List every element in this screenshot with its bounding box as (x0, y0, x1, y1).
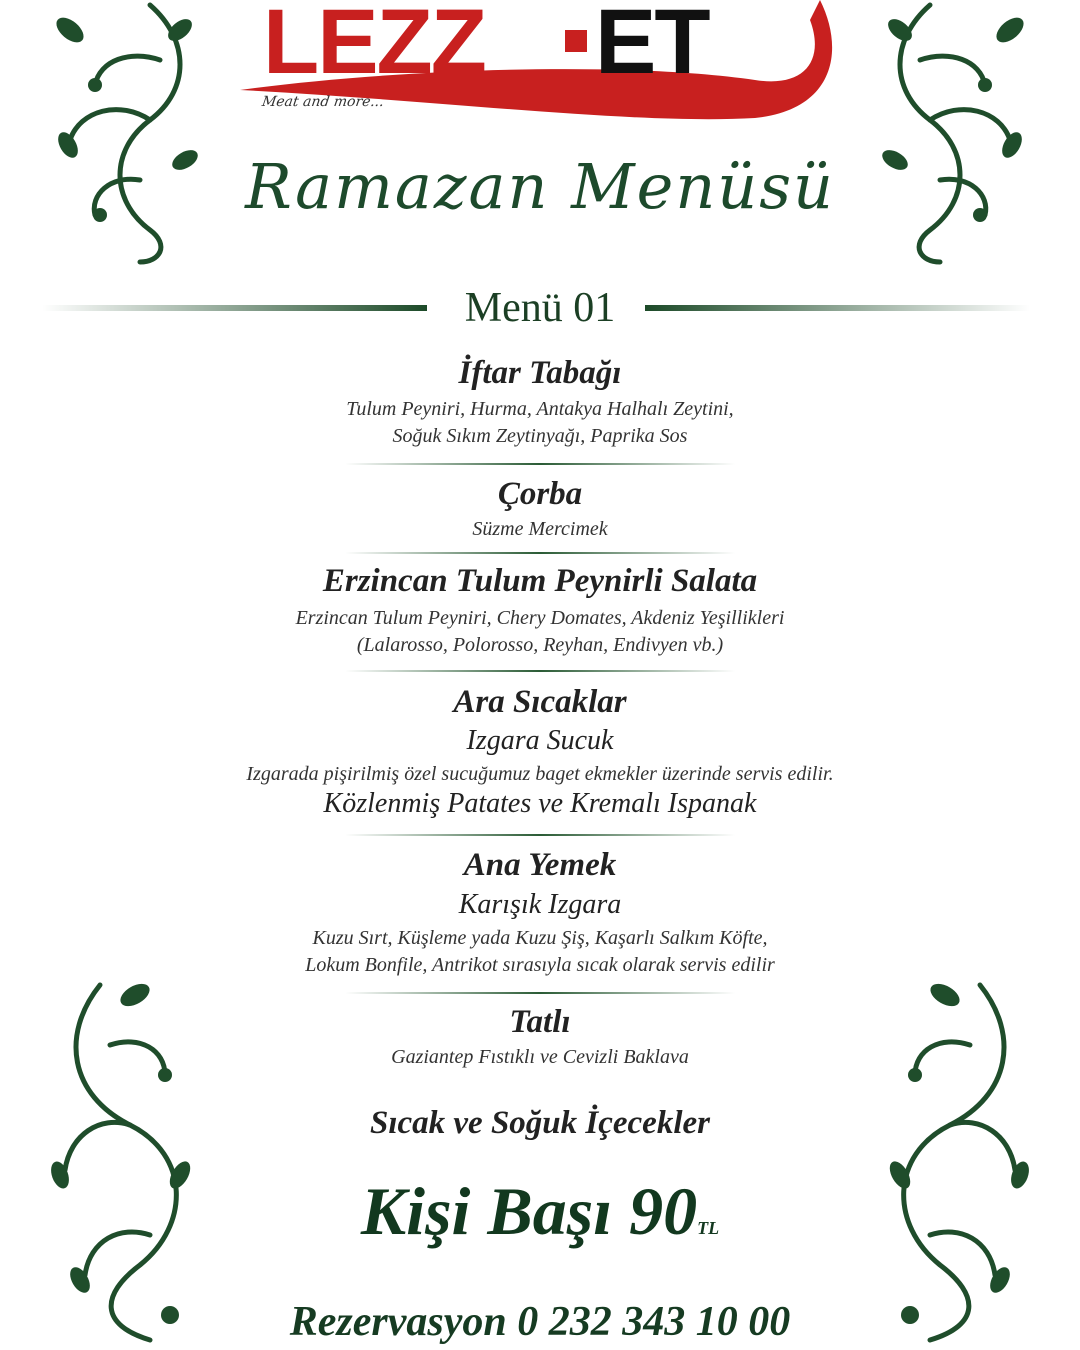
section-separator (345, 463, 735, 465)
logo-tagline: Meat and more... (260, 94, 385, 110)
section-separator (345, 834, 735, 836)
section-title: Tatlı (509, 1004, 571, 1040)
section-desc: Izgarada pişirilmiş özel sucuğumuz baget ekmekler üzerinde servis edilir. (246, 763, 834, 785)
logo-text-red: LEZZ (263, 0, 485, 93)
logo-text-black: ET (595, 0, 709, 93)
section-subtitle: Karışık Izgara (458, 889, 622, 920)
section-title: İftar Tabağı (458, 355, 622, 391)
price-label: Kişi Başı 90 (360, 1173, 698, 1249)
section-separator (345, 670, 735, 672)
section-separator (345, 552, 735, 554)
section-title: Ana Yemek (463, 847, 617, 883)
section-desc: Kuzu Sırt, Küşleme yada Kuzu Şiş, Kaşarlı Salkım Köfte, (312, 927, 768, 949)
price-currency: TL (697, 1218, 720, 1238)
section-title: Ara Sıcaklar (453, 684, 627, 720)
price-per-person (0, 1172, 1080, 1251)
section-desc: (Lalarosso, Polorosso, Reyhan, Endivyen vb.) (356, 634, 724, 656)
drinks-line: Sıcak ve Soğuk İçecekler (369, 1105, 710, 1141)
section-desc: Gaziantep Fıstıklı ve Cevizli Baklava (391, 1046, 689, 1068)
floral-ornament-icon (880, 0, 1040, 270)
menu-script-title: Ramazan Menüsü (245, 150, 835, 223)
section-desc: Lokum Bonfile, Antrikot sırasıyla sıcak olarak servis edilir (305, 954, 775, 976)
section-subtitle: Izgara Sucuk (466, 725, 614, 756)
section-subtitle: Közlenmiş Patates ve Kremalı Ispanak (323, 788, 757, 819)
logo-dot (565, 30, 587, 52)
section-title: Erzincan Tulum Peynirli Salata (322, 563, 758, 599)
section-desc: Erzincan Tulum Peyniri, Chery Domates, Akdeniz Yeşillikleri (295, 607, 785, 629)
section-desc: Tulum Peyniri, Hurma, Antakya Halhalı Zeytini, (346, 398, 734, 420)
section-desc: Süzme Mercimek (472, 518, 608, 540)
section-title: Çorba (497, 476, 583, 512)
menu-number-label: Menü 01 (464, 285, 616, 331)
section-desc: Soğuk Sıkım Zeytinyağı, Paprika Sos (392, 425, 688, 447)
floral-ornament-icon (40, 0, 200, 270)
reservation-phone: Rezervasyon 0 232 343 10 00 (289, 1299, 791, 1345)
section-separator (345, 992, 735, 994)
